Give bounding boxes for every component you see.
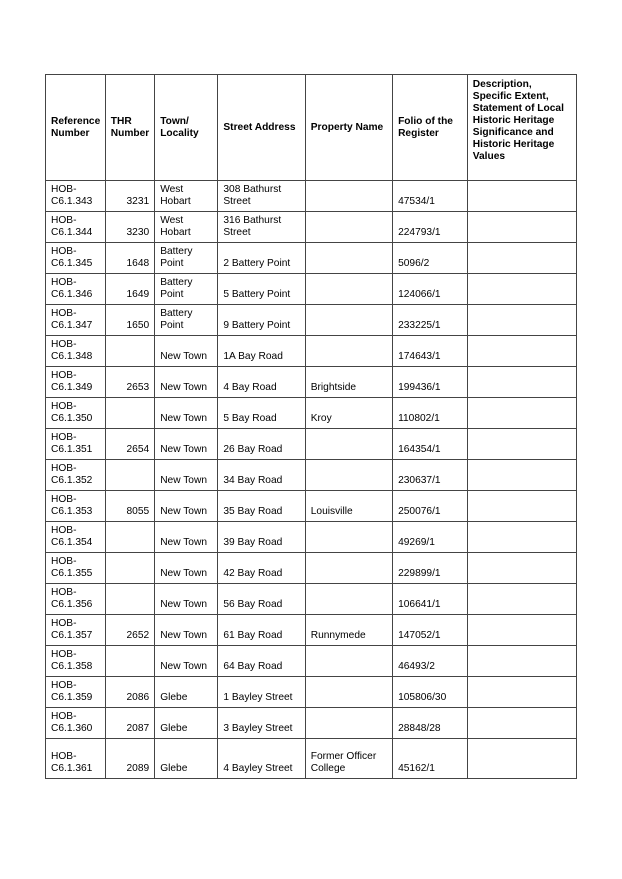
cell-street-address: 3 Bayley Street (218, 708, 305, 739)
cell-reference-number: HOB-C6.1.353 (46, 491, 106, 522)
table-row (46, 739, 577, 779)
header-street-address: Street Address (218, 75, 305, 181)
cell-property-name (305, 677, 392, 708)
table-row (46, 336, 577, 367)
cell-description (467, 212, 576, 243)
table-row (46, 212, 577, 243)
cell-folio: 230637/1 (393, 460, 468, 491)
cell-folio: 233225/1 (393, 305, 468, 336)
cell-folio: 224793/1 (393, 212, 468, 243)
cell-reference-number: HOB-C6.1.348 (46, 336, 106, 367)
cell-reference-number: HOB-C6.1.361 (46, 739, 106, 779)
cell-property-name: Louisville (305, 491, 392, 522)
cell-town-locality: New Town (155, 460, 218, 491)
table-row (46, 646, 577, 677)
header-thr-number: THR Number (105, 75, 154, 181)
cell-property-name (305, 212, 392, 243)
cell-folio: 45162/1 (393, 739, 468, 779)
cell-property-name (305, 305, 392, 336)
cell-reference-number: HOB-C6.1.347 (46, 305, 106, 336)
table-row (46, 305, 577, 336)
cell-property-name (305, 181, 392, 212)
cell-thr-number: 3231 (105, 181, 154, 212)
header-description: Description, Specific Extent, Statement of Local Historic Heritage Significance and Historic Heritage Values (467, 75, 576, 181)
cell-reference-number: HOB-C6.1.358 (46, 646, 106, 677)
cell-property-name (305, 584, 392, 615)
cell-thr-number: 2652 (105, 615, 154, 646)
cell-reference-number: HOB-C6.1.344 (46, 212, 106, 243)
cell-town-locality: New Town (155, 584, 218, 615)
table-header-row (46, 75, 577, 181)
cell-folio: 46493/2 (393, 646, 468, 677)
cell-town-locality: New Town (155, 367, 218, 398)
cell-property-name (305, 708, 392, 739)
cell-property-name (305, 274, 392, 305)
cell-property-name: Kroy (305, 398, 392, 429)
cell-reference-number: HOB-C6.1.354 (46, 522, 106, 553)
cell-reference-number: HOB-C6.1.356 (46, 584, 106, 615)
table-row (46, 677, 577, 708)
cell-folio: 47534/1 (393, 181, 468, 212)
cell-street-address: 308 Bathurst Street (218, 181, 305, 212)
table-row (46, 708, 577, 739)
cell-reference-number: HOB-C6.1.360 (46, 708, 106, 739)
cell-description (467, 677, 576, 708)
cell-street-address: 42 Bay Road (218, 553, 305, 584)
cell-thr-number: 2087 (105, 708, 154, 739)
cell-folio: 199436/1 (393, 367, 468, 398)
cell-folio: 229899/1 (393, 553, 468, 584)
cell-description (467, 305, 576, 336)
cell-property-name: Brightside (305, 367, 392, 398)
cell-street-address: 316 Bathurst Street (218, 212, 305, 243)
cell-description (467, 429, 576, 460)
cell-reference-number: HOB-C6.1.345 (46, 243, 106, 274)
cell-reference-number: HOB-C6.1.359 (46, 677, 106, 708)
header-folio: Folio of the Register (393, 75, 468, 181)
cell-description (467, 274, 576, 305)
cell-property-name (305, 553, 392, 584)
cell-description (467, 646, 576, 677)
cell-thr-number (105, 398, 154, 429)
cell-property-name: Runnymede (305, 615, 392, 646)
header-town-locality: Town/ Locality (155, 75, 218, 181)
cell-town-locality: New Town (155, 522, 218, 553)
cell-description (467, 336, 576, 367)
cell-folio: 250076/1 (393, 491, 468, 522)
cell-property-name: Former Officer College (305, 739, 392, 779)
cell-description (467, 181, 576, 212)
cell-folio: 28848/28 (393, 708, 468, 739)
cell-town-locality: Battery Point (155, 243, 218, 274)
cell-town-locality: New Town (155, 491, 218, 522)
cell-description (467, 491, 576, 522)
cell-town-locality: Battery Point (155, 274, 218, 305)
cell-reference-number: HOB-C6.1.355 (46, 553, 106, 584)
cell-town-locality: Glebe (155, 708, 218, 739)
cell-folio: 124066/1 (393, 274, 468, 305)
table-row (46, 460, 577, 491)
cell-street-address: 2 Battery Point (218, 243, 305, 274)
cell-town-locality: New Town (155, 615, 218, 646)
cell-town-locality: Glebe (155, 677, 218, 708)
cell-reference-number: HOB-C6.1.357 (46, 615, 106, 646)
cell-thr-number: 2653 (105, 367, 154, 398)
cell-town-locality: New Town (155, 398, 218, 429)
cell-folio: 49269/1 (393, 522, 468, 553)
table-row (46, 584, 577, 615)
cell-thr-number: 2089 (105, 739, 154, 779)
cell-thr-number: 2654 (105, 429, 154, 460)
cell-town-locality: New Town (155, 336, 218, 367)
cell-street-address: 1A Bay Road (218, 336, 305, 367)
cell-street-address: 5 Bay Road (218, 398, 305, 429)
cell-folio: 147052/1 (393, 615, 468, 646)
table-row (46, 491, 577, 522)
cell-reference-number: HOB-C6.1.343 (46, 181, 106, 212)
cell-description (467, 553, 576, 584)
table-row (46, 367, 577, 398)
cell-street-address: 61 Bay Road (218, 615, 305, 646)
cell-street-address: 35 Bay Road (218, 491, 305, 522)
cell-folio: 105806/30 (393, 677, 468, 708)
cell-street-address: 1 Bayley Street (218, 677, 305, 708)
cell-description (467, 615, 576, 646)
cell-property-name (305, 336, 392, 367)
table-row (46, 553, 577, 584)
cell-property-name (305, 429, 392, 460)
cell-thr-number: 2086 (105, 677, 154, 708)
cell-thr-number (105, 553, 154, 584)
header-reference-number: Reference Number (46, 75, 106, 181)
cell-folio: 110802/1 (393, 398, 468, 429)
cell-thr-number: 1649 (105, 274, 154, 305)
cell-description (467, 522, 576, 553)
heritage-register-table (45, 74, 577, 779)
table-body (46, 181, 577, 779)
table-row (46, 243, 577, 274)
cell-street-address: 5 Battery Point (218, 274, 305, 305)
cell-property-name (305, 646, 392, 677)
cell-description (467, 243, 576, 274)
cell-town-locality: West Hobart (155, 181, 218, 212)
cell-description (467, 398, 576, 429)
cell-reference-number: HOB-C6.1.352 (46, 460, 106, 491)
cell-street-address: 34 Bay Road (218, 460, 305, 491)
cell-property-name (305, 522, 392, 553)
cell-reference-number: HOB-C6.1.351 (46, 429, 106, 460)
cell-folio: 174643/1 (393, 336, 468, 367)
cell-description (467, 460, 576, 491)
cell-thr-number: 8055 (105, 491, 154, 522)
cell-property-name (305, 460, 392, 491)
cell-town-locality: New Town (155, 553, 218, 584)
cell-thr-number (105, 336, 154, 367)
cell-street-address: 9 Battery Point (218, 305, 305, 336)
cell-reference-number: HOB-C6.1.350 (46, 398, 106, 429)
table-row (46, 398, 577, 429)
cell-folio: 106641/1 (393, 584, 468, 615)
header-property-name: Property Name (305, 75, 392, 181)
table-row (46, 181, 577, 212)
cell-street-address: 39 Bay Road (218, 522, 305, 553)
cell-town-locality: West Hobart (155, 212, 218, 243)
cell-folio: 164354/1 (393, 429, 468, 460)
cell-thr-number: 3230 (105, 212, 154, 243)
cell-street-address: 4 Bayley Street (218, 739, 305, 779)
cell-description (467, 739, 576, 779)
cell-street-address: 64 Bay Road (218, 646, 305, 677)
cell-description (467, 367, 576, 398)
cell-property-name (305, 243, 392, 274)
cell-town-locality: New Town (155, 646, 218, 677)
cell-street-address: 56 Bay Road (218, 584, 305, 615)
table-row (46, 522, 577, 553)
cell-thr-number (105, 646, 154, 677)
cell-folio: 5096/2 (393, 243, 468, 274)
cell-thr-number: 1648 (105, 243, 154, 274)
cell-town-locality: Battery Point (155, 305, 218, 336)
cell-thr-number (105, 584, 154, 615)
cell-thr-number (105, 522, 154, 553)
cell-reference-number: HOB-C6.1.346 (46, 274, 106, 305)
cell-street-address: 26 Bay Road (218, 429, 305, 460)
cell-town-locality: Glebe (155, 739, 218, 779)
cell-reference-number: HOB-C6.1.349 (46, 367, 106, 398)
cell-description (467, 708, 576, 739)
cell-town-locality: New Town (155, 429, 218, 460)
cell-thr-number: 1650 (105, 305, 154, 336)
table-row (46, 274, 577, 305)
table-row (46, 615, 577, 646)
cell-description (467, 584, 576, 615)
cell-street-address: 4 Bay Road (218, 367, 305, 398)
cell-thr-number (105, 460, 154, 491)
table-row (46, 429, 577, 460)
